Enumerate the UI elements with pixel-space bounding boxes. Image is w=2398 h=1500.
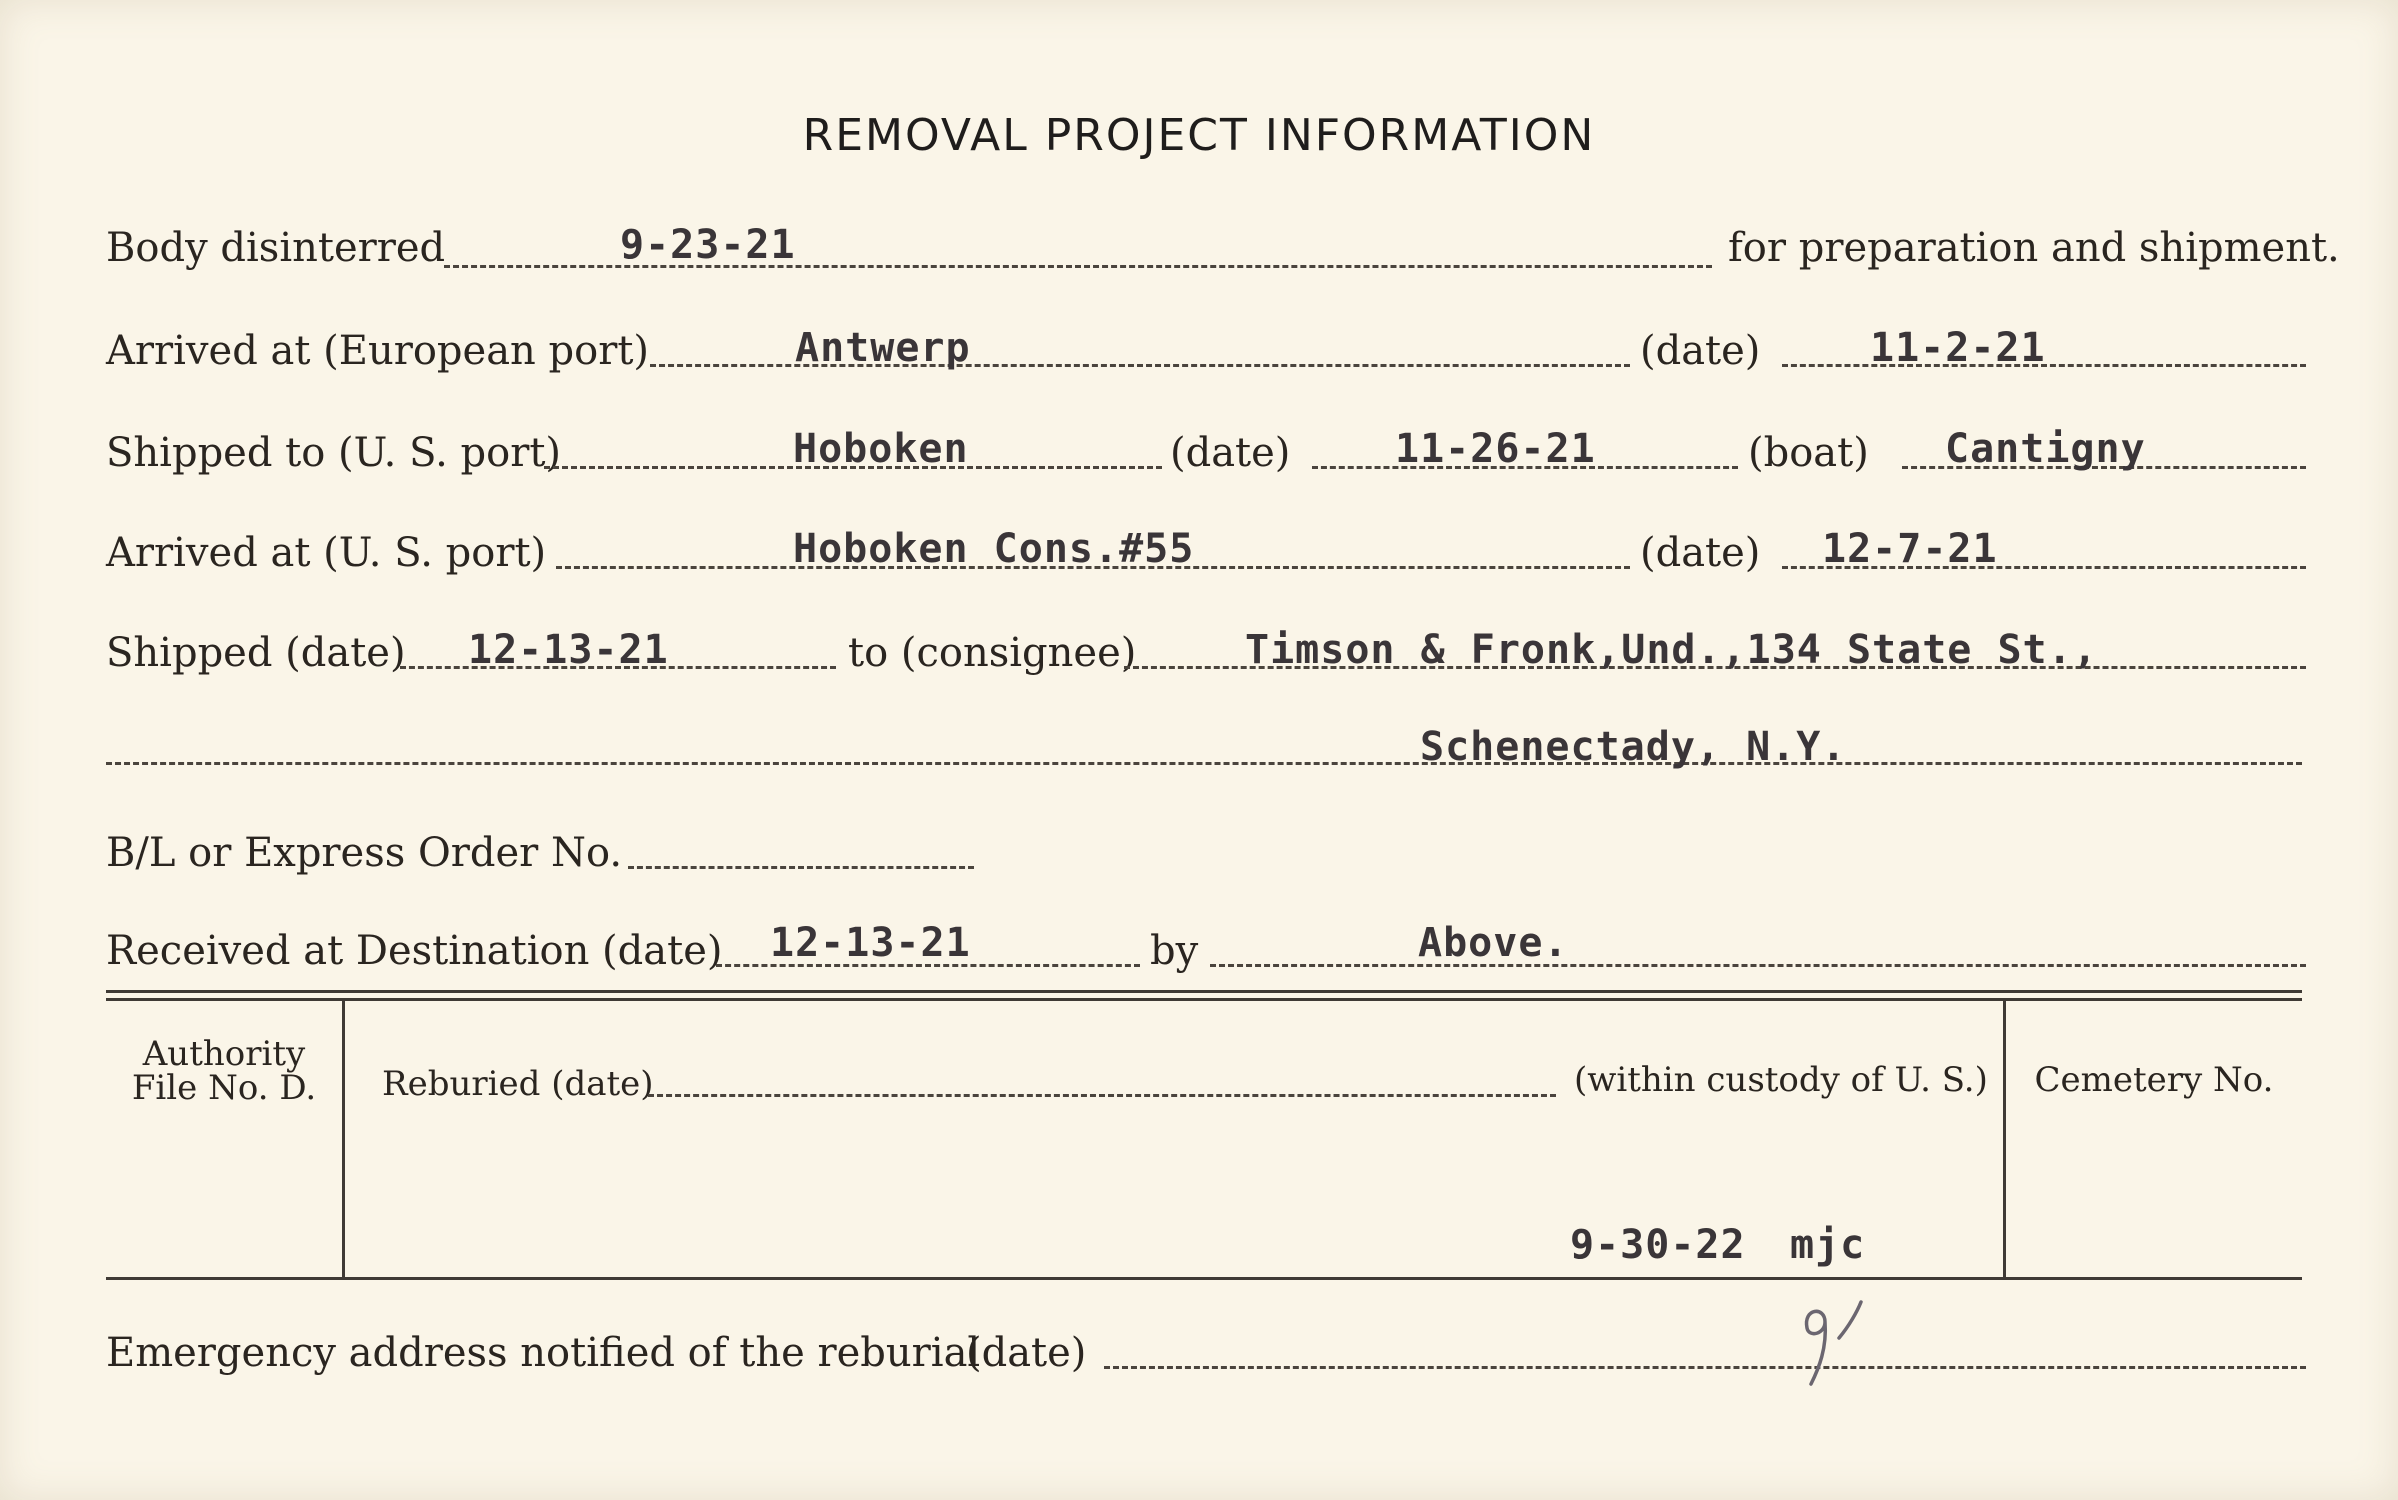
us-port-shipped-value: Hoboken [793,426,969,472]
boat-label: (boat) [1748,430,1869,476]
stamp-initials-value: mjc [1790,1222,1866,1268]
european-port-value: Antwerp [795,325,971,371]
arrived-date-value: 12-7-21 [1822,526,1998,572]
body-disinterred-label: Body disinterred [106,225,446,271]
received-dest-label: Received at Destination (date) [106,928,723,974]
shipped-consignee-date-value: 12-13-21 [468,627,669,673]
shipped-date-value: 11-26-21 [1395,426,1596,472]
boat-value: Cantigny [1945,426,2146,472]
arrived-date-label: (date) [1640,530,1761,576]
reburied-line [648,1094,1556,1097]
european-date-value: 11-2-21 [1870,325,2046,371]
for-preparation-label: for preparation and shipment. [1728,225,2340,271]
received-by-value: Above. [1418,920,1569,966]
shipped-date-label: (date) [1170,430,1291,476]
authority-label-2: File No. D. [131,1068,317,1108]
by-label: by [1150,928,1199,974]
within-custody-label: (within custody of U. S.) [1574,1060,1988,1100]
consignee-line1-value: Timson & Fronk,Und.,134 State St., [1245,627,2098,673]
shipped-to-us-label: Shipped to (U. S. port) [106,430,561,476]
handwritten-mark [1795,1298,1865,1388]
received-by-line [1210,964,2306,967]
box-divider-right [2003,1001,2006,1277]
consignee-line-2 [106,762,2302,765]
stamp-date-value: 9-30-22 [1570,1222,1746,1268]
arrived-european-label: Arrived at (European port) [106,328,650,374]
box-bottom-rule [106,1277,2302,1280]
disinterred-date-value: 9-23-21 [620,222,796,268]
bl-express-label: B/L or Express Order No. [106,830,623,876]
cemetery-no-label: Cemetery No. [2034,1060,2274,1100]
box-top-rule-2 [106,998,2302,1001]
box-top-rule-1 [106,990,2302,993]
us-port-arrived-value: Hoboken Cons.#55 [793,526,1195,572]
arrived-us-label: Arrived at (U. S. port) [106,530,547,576]
reburied-label: Reburied (date) [382,1064,654,1104]
emergency-date-label: (date) [966,1330,1087,1376]
consignee-line2-value: Schenectady, N.Y. [1420,724,1847,770]
shipped-consignee-date-label: Shipped (date) [106,630,406,676]
card-title: REMOVAL PROJECT INFORMATION [802,110,1596,161]
bl-express-line [628,866,974,869]
to-consignee-label: to (consignee) [848,630,1137,676]
box-divider-left [342,1001,345,1277]
received-date-value: 12-13-21 [770,920,971,966]
authority-label-1: Authority [142,1034,306,1074]
emergency-label: Emergency address notified of the reburial [106,1330,981,1376]
european-date-label: (date) [1640,328,1761,374]
emergency-date-line [1104,1366,2306,1369]
